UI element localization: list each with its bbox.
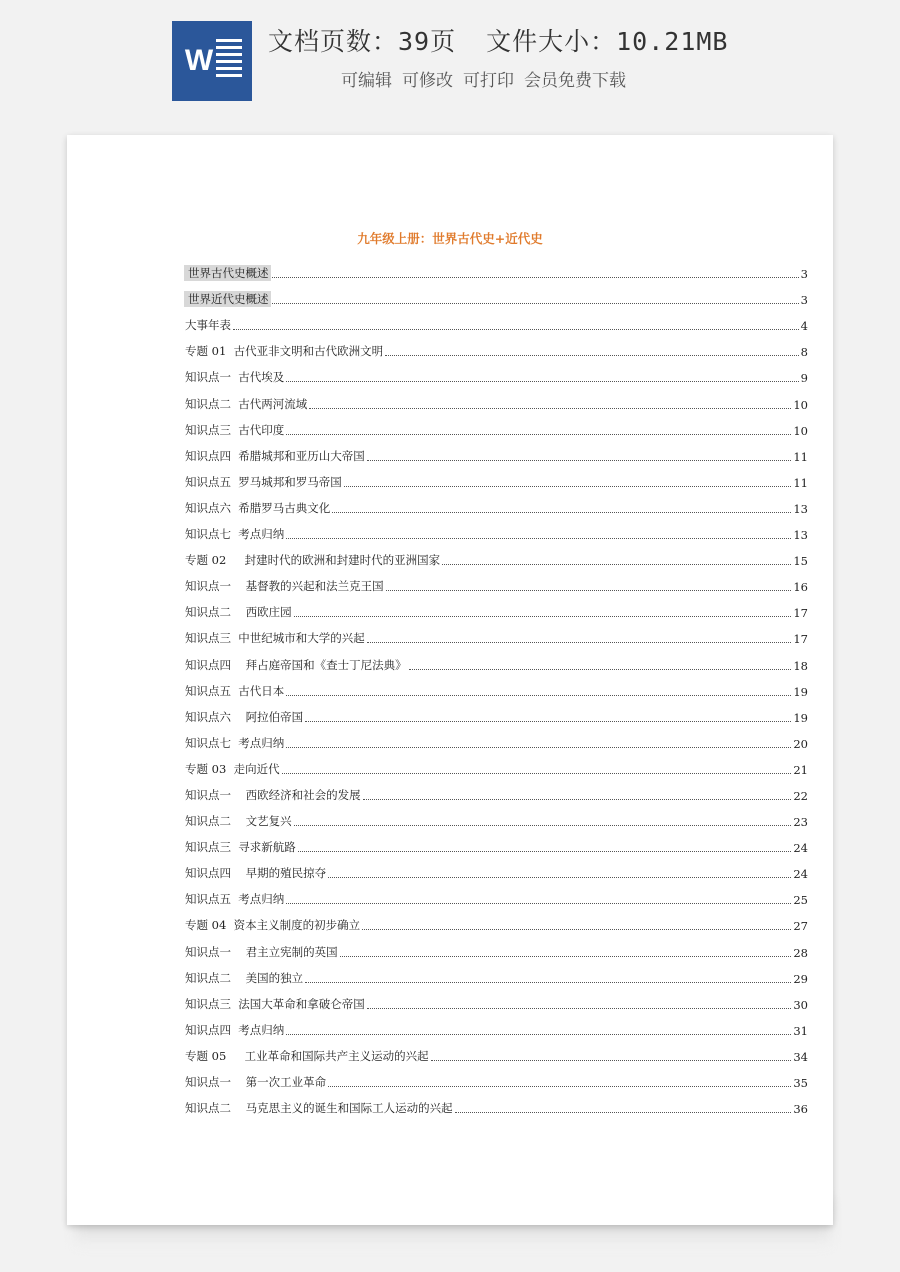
- toc-entry-label: 知识点五 罗马城邦和罗马帝国: [185, 474, 342, 489]
- toc-entry[interactable]: [184, 986, 808, 1012]
- toc-entry-page: 13: [793, 501, 808, 516]
- toc-entry-label: 世界古代史概述: [184, 265, 271, 281]
- toc-entry[interactable]: [184, 490, 808, 516]
- toc-dot-leader: [332, 511, 791, 513]
- toc-entry-page: 36: [793, 1102, 808, 1117]
- toc-dot-leader: [282, 772, 792, 774]
- toc-entry-page: 3: [800, 293, 808, 308]
- toc-entry-page: 9: [800, 371, 808, 386]
- word-doc-icon: [172, 21, 252, 101]
- toc-dot-leader: [328, 1085, 791, 1087]
- toc-entry[interactable]: [184, 673, 808, 699]
- toc-entry[interactable]: [184, 646, 808, 672]
- toc-entry-label: 知识点四 希腊城邦和亚历山大帝国: [185, 448, 365, 463]
- toc-entry[interactable]: [184, 620, 808, 646]
- toc-entry-page: 28: [793, 945, 808, 960]
- word-icon-letter: W: [184, 44, 214, 77]
- toc-entry-label: 知识点一 君主立宪制的英国: [185, 944, 338, 959]
- toc-entry-page: 3: [800, 267, 808, 282]
- toc-dot-leader: [431, 1059, 792, 1061]
- toc-entry-label: 知识点二 美国的独立: [185, 970, 304, 985]
- toc-dot-leader: [455, 1111, 792, 1113]
- toc-entry-label: 知识点七 考点归纳: [185, 735, 285, 750]
- toc-entry[interactable]: [184, 281, 808, 307]
- toc-entry[interactable]: [184, 1038, 808, 1064]
- document-features: [341, 66, 626, 91]
- toc-entry-page: 8: [800, 345, 808, 360]
- toc-entry[interactable]: [184, 933, 808, 959]
- toc-entry-page: 31: [793, 1023, 808, 1038]
- toc-entry-label: 知识点二 西欧庄园: [185, 605, 292, 620]
- file-size: 文件大小：10.21MB: [486, 27, 729, 56]
- toc-entry-label: 知识点三 法国大革命和拿破仑帝国: [185, 996, 365, 1011]
- toc-entry-label: 知识点二 马克思主义的诞生和国际工人运动的兴起: [185, 1101, 453, 1116]
- toc-entry[interactable]: [184, 333, 808, 359]
- feature-label: 可打印: [463, 71, 514, 91]
- toc-entry-page: 30: [793, 997, 808, 1012]
- toc-dot-leader: [344, 485, 792, 487]
- toc-entry[interactable]: [184, 1064, 808, 1090]
- toc-dot-leader: [367, 641, 792, 643]
- toc-dot-leader: [294, 615, 792, 617]
- toc-entry[interactable]: [184, 542, 808, 568]
- toc-dot-leader: [233, 328, 799, 330]
- toc-dot-leader: [286, 1033, 791, 1035]
- toc-entry[interactable]: [184, 438, 808, 464]
- toc-entry[interactable]: [184, 594, 808, 620]
- toc-entry-label: 知识点六 阿拉伯帝国: [185, 709, 304, 724]
- toc-dot-leader: [367, 459, 792, 461]
- toc-entry-page: 19: [793, 684, 808, 699]
- toc-entry-page: 10: [793, 423, 808, 438]
- toc-entry-page: 13: [793, 528, 808, 543]
- toc-entry[interactable]: [184, 803, 808, 829]
- toc-dot-leader: [328, 876, 791, 878]
- toc-entry-page: 29: [793, 971, 808, 986]
- toc-entry-page: 11: [793, 449, 808, 464]
- toc-entry-label: 专题 02 封建时代的欧洲和封建时代的亚洲国家: [185, 553, 441, 568]
- word-icon-lines: [216, 39, 242, 85]
- toc-entry-label: 知识点五 考点归纳: [185, 892, 285, 907]
- toc-entry-page: 24: [793, 841, 808, 856]
- toc-entry-label: 世界近代史概述: [184, 291, 271, 307]
- toc-dot-leader: [286, 380, 798, 382]
- toc-entry-page: 10: [793, 397, 808, 412]
- toc-dot-leader: [442, 563, 791, 565]
- toc-dot-leader: [286, 694, 791, 696]
- toc-dot-leader: [272, 302, 799, 304]
- page-count: 文档页数：39页: [268, 27, 457, 56]
- toc-entry-label: 专题 03 走向近代: [185, 761, 280, 776]
- toc-entry[interactable]: [184, 255, 808, 281]
- toc-entry-label: 知识点五 古代日本: [185, 683, 285, 698]
- toc-entry[interactable]: [184, 1090, 808, 1116]
- toc-entry-page: 27: [793, 919, 808, 934]
- toc-entry[interactable]: [184, 568, 808, 594]
- toc-entry-label: 专题 04 资本主义制度的初步确立: [185, 918, 361, 933]
- toc-entry-label: 知识点七 考点归纳: [185, 527, 285, 542]
- toc-entry-label: 知识点一 基督教的兴起和法兰克王国: [185, 579, 384, 594]
- toc-dot-leader: [409, 668, 792, 670]
- toc-entry[interactable]: [184, 699, 808, 725]
- toc-dot-leader: [305, 981, 791, 983]
- toc-entry-label: 专题 01 古代亚非文明和古代欧洲文明: [185, 344, 384, 359]
- toc-entry-page: 17: [793, 632, 808, 647]
- toc-entry-label: 知识点二 文艺复兴: [185, 814, 292, 829]
- toc-entry[interactable]: [184, 907, 808, 933]
- toc-entry[interactable]: [184, 725, 808, 751]
- toc-dot-leader: [363, 798, 792, 800]
- toc-dot-leader: [362, 928, 791, 930]
- document-stats: [268, 22, 728, 58]
- toc-entry-page: 16: [793, 580, 808, 595]
- toc-entry-label: 知识点一 古代埃及: [185, 370, 285, 385]
- toc-entry[interactable]: [184, 1012, 808, 1038]
- toc-entry[interactable]: [184, 464, 808, 490]
- toc-entry-label: 知识点二 古代两河流域: [185, 396, 308, 411]
- toc-dot-leader: [309, 407, 791, 409]
- toc-dot-leader: [286, 537, 791, 539]
- document-info-header: [0, 0, 900, 118]
- toc-dot-leader: [340, 955, 792, 957]
- feature-label: 可修改: [402, 71, 453, 91]
- toc-title: 九年级上册：世界古代史+近代史: [357, 231, 543, 246]
- toc-entry[interactable]: [184, 777, 808, 803]
- toc-entry-label: 知识点三 寻求新航路: [185, 840, 296, 855]
- toc-dot-leader: [367, 1007, 792, 1009]
- toc-dot-leader: [385, 354, 799, 356]
- toc-dot-leader: [294, 824, 792, 826]
- toc-dot-leader: [286, 433, 791, 435]
- toc-entry-label: 知识点一 西欧经济和社会的发展: [185, 787, 361, 802]
- toc-entry-label: 知识点三 中世纪城市和大学的兴起: [185, 631, 365, 646]
- toc-entry-label: 专题 05 工业革命和国际共产主义运动的兴起: [185, 1048, 429, 1063]
- toc-entry-page: 4: [800, 319, 808, 334]
- toc-entry-page: 20: [793, 736, 808, 751]
- toc-entry-label: 知识点四 早期的殖民掠夺: [185, 866, 327, 881]
- toc-entry[interactable]: [184, 855, 808, 881]
- toc-dot-leader: [386, 589, 792, 591]
- toc-entry[interactable]: [184, 359, 808, 385]
- document-page: [67, 135, 833, 1225]
- toc-entry-page: 21: [793, 762, 808, 777]
- table-of-contents: [184, 255, 808, 1116]
- toc-entry-page: 35: [793, 1076, 808, 1090]
- toc-entry-page: 24: [793, 867, 808, 882]
- toc-dot-leader: [272, 276, 799, 278]
- toc-entry[interactable]: [184, 385, 808, 411]
- toc-entry-page: 25: [793, 893, 808, 908]
- toc-entry-label: 知识点四 考点归纳: [185, 1022, 285, 1037]
- toc-dot-leader: [298, 850, 792, 852]
- feature-label: 可编辑: [341, 71, 392, 91]
- toc-entry-label: 知识点三 古代印度: [185, 422, 285, 437]
- toc-entry-page: 34: [793, 1049, 808, 1064]
- toc-entry-label: 知识点一 第一次工业革命: [185, 1075, 327, 1089]
- toc-entry-label: 知识点四 拜占庭帝国和《查士丁尼法典》: [185, 657, 407, 672]
- toc-entry[interactable]: [184, 516, 808, 542]
- toc-dot-leader: [305, 720, 791, 722]
- feature-label: 会员免费下载: [524, 71, 626, 91]
- toc-entry[interactable]: [184, 307, 808, 333]
- toc-entry[interactable]: [184, 829, 808, 855]
- toc-entry-page: 22: [793, 788, 808, 803]
- toc-entry-page: 15: [793, 554, 808, 569]
- toc-entry-page: 18: [793, 658, 808, 673]
- toc-entry-page: 11: [793, 475, 808, 490]
- toc-entry-page: 23: [793, 815, 808, 830]
- toc-entry-label: 大事年表: [185, 318, 231, 333]
- toc-dot-leader: [286, 902, 791, 904]
- toc-entry-page: 19: [793, 710, 808, 725]
- toc-entry-page: 17: [793, 606, 808, 621]
- toc-entry[interactable]: [184, 960, 808, 986]
- toc-entry-label: 知识点六 希腊罗马古典文化: [185, 500, 331, 515]
- toc-entry[interactable]: [184, 881, 808, 907]
- toc-entry[interactable]: [184, 412, 808, 438]
- toc-entry[interactable]: [184, 751, 808, 777]
- toc-dot-leader: [286, 746, 791, 748]
